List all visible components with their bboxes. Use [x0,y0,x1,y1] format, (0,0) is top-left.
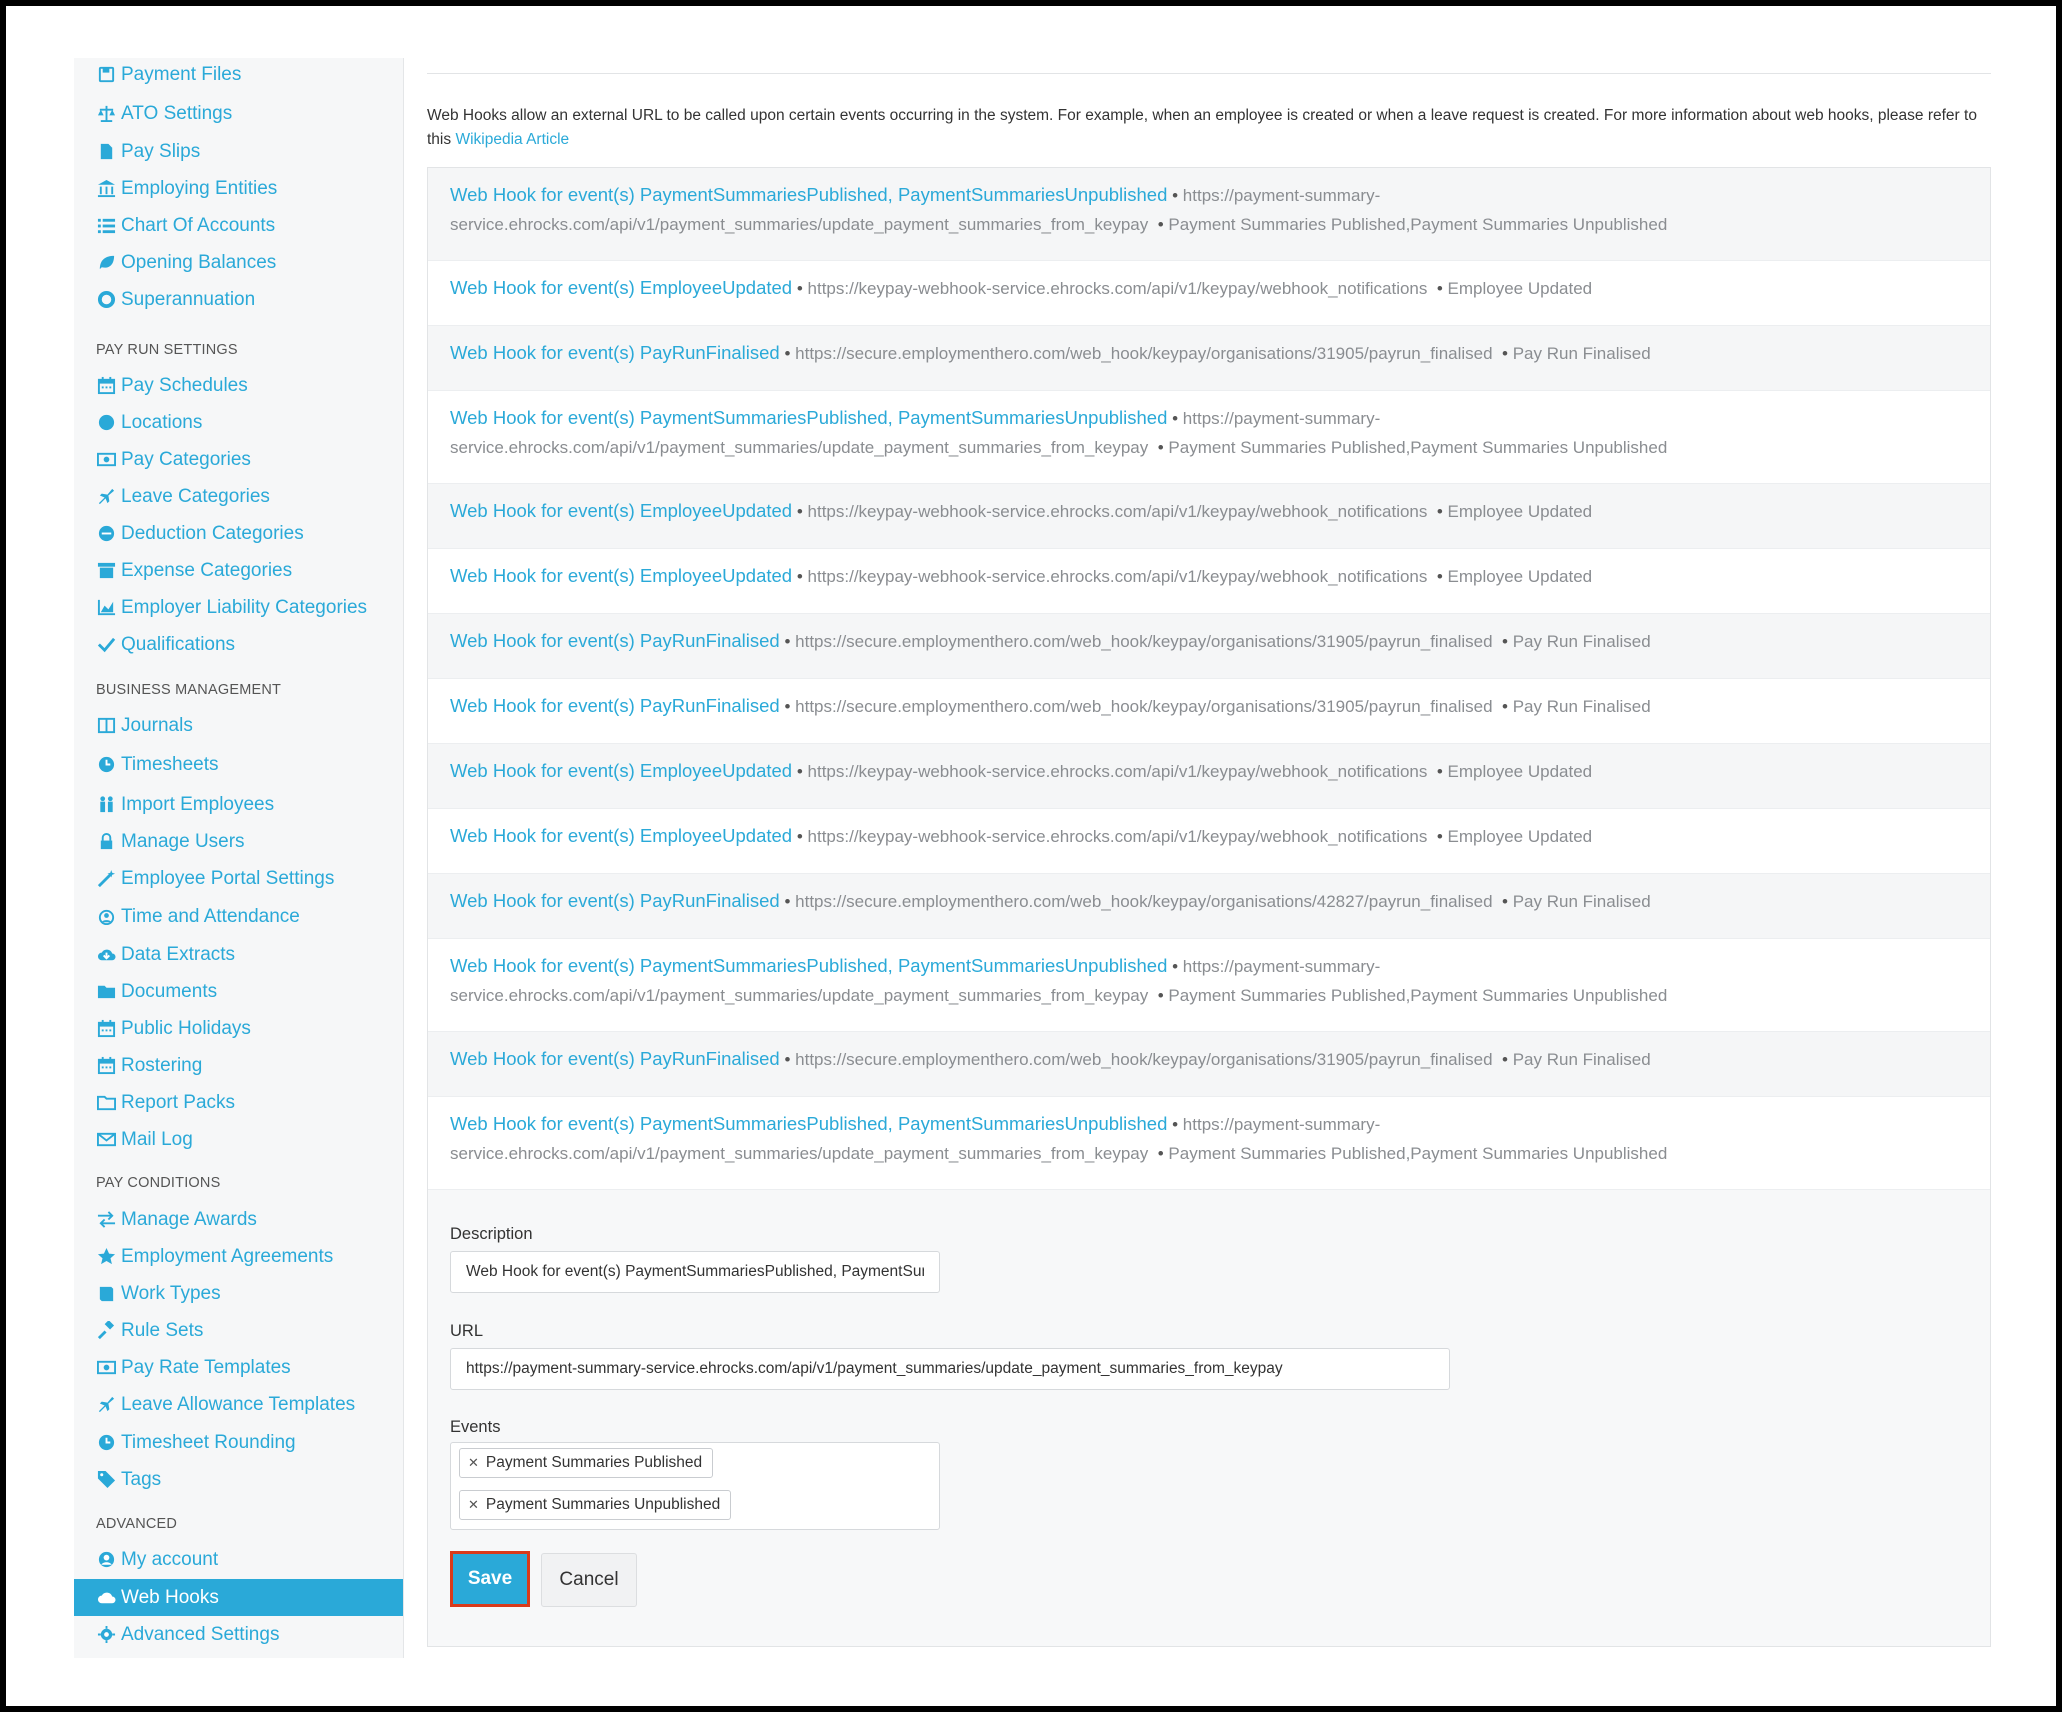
cloud-download-icon [96,945,116,965]
webhook-title-link[interactable]: Web Hook for event(s) EmployeeUpdated [450,760,793,781]
sidebar-item-manage-awards[interactable] [74,1201,404,1238]
sidebar-item-pay-categories[interactable] [74,441,404,478]
description-input[interactable] [450,1251,940,1293]
scales-icon [96,104,116,124]
webhook-title-link[interactable]: Web Hook for event(s) PayRunFinalised [450,342,780,363]
bullet-separator: • [1157,986,1164,1005]
event-tag [459,1448,713,1478]
event-tag-label: Payment Summaries Published [485,1454,703,1471]
webhook-url: https://payment-summary-service.ehrocks.com/api/v1/payment_summaries/update_payment_summaries_from_keypay [450,409,1381,457]
file-icon [96,142,116,162]
bullet-separator: • [1436,762,1443,781]
sidebar-item-label: Rostering [121,1054,203,1076]
webhook-events: Employee Updated [1447,762,1593,781]
bullet-separator: • [784,344,791,363]
lifebuoy-icon [96,290,116,310]
remove-tag-icon[interactable]: ✕ [468,1455,479,1470]
sidebar-item-label: Timesheet Rounding [121,1431,296,1453]
money-icon [96,450,116,470]
webhook-title-link[interactable]: Web Hook for event(s) PayRunFinalised [450,1048,780,1069]
sidebar-section-heading: PAY CONDITIONS [96,1175,221,1191]
sidebar-item-ato-settings[interactable] [74,95,404,132]
sidebar-item-label: Web Hooks [121,1586,219,1608]
sidebar-item-rule-sets[interactable] [74,1312,404,1349]
webhooks-panel [427,167,1991,1647]
sidebar-item-label: Manage Awards [121,1208,257,1230]
sidebar-item-employing-entities[interactable] [74,170,404,207]
webhook-title-link[interactable]: Web Hook for event(s) EmployeeUpdated [450,500,793,521]
sidebar-item-employee-portal-settings[interactable] [74,860,404,897]
sidebar-item-label: Data Extracts [121,943,236,965]
clock-icon [96,1433,116,1453]
bullet-separator: • [796,567,803,586]
sidebar-item-deduction-categories[interactable] [74,515,404,552]
sidebar-item-label: Public Holidays [121,1017,251,1039]
sidebar-item-label: Journals [121,714,193,736]
intro-text [427,104,1997,152]
cloud-icon [96,1588,116,1608]
sidebar-item-label: Qualifications [121,633,236,655]
sidebar-item-label: Time and Attendance [121,905,300,927]
sidebar-item-journals[interactable] [74,707,404,744]
sidebar-section-heading: BUSINESS MANAGEMENT [96,682,282,698]
bullet-separator: • [1502,892,1508,911]
list-icon [96,216,116,236]
tag-icon [96,1470,116,1490]
events-multiselect[interactable] [450,1442,940,1530]
bullet-separator: • [1502,697,1508,716]
event-tag [459,1490,731,1520]
webhook-row [428,484,1990,549]
sidebar-item-label: Superannuation [121,288,256,310]
calendar-icon [96,376,116,396]
sidebar-item-label: Expense Categories [121,559,293,581]
webhook-row [428,168,1990,261]
webhook-url: https://payment-summary-service.ehrocks.com/api/v1/payment_summaries/update_payment_summaries_from_keypay [450,957,1381,1005]
bullet-separator: • [784,697,791,716]
sidebar-item-label: Tags [121,1468,162,1490]
webhook-events: Pay Run Finalised [1512,344,1651,363]
sidebar-item-payment-files[interactable] [74,58,404,93]
bullet-separator: • [1172,957,1179,976]
money-icon [96,1358,116,1378]
webhook-events: Payment Summaries Published,Payment Summaries Unpublished [1168,438,1668,457]
webhook-events: Pay Run Finalised [1512,697,1651,716]
sidebar-item-time-and-attendance[interactable] [74,898,404,935]
envelope-icon [96,1130,116,1150]
webhook-url: https://keypay-webhook-service.ehrocks.com/api/v1/keypay/webhook_notifications [807,567,1428,586]
wikipedia-link[interactable]: Wikipedia Article [455,131,570,148]
sidebar-item-label: My account [121,1548,219,1570]
webhook-url: https://keypay-webhook-service.ehrocks.com/api/v1/keypay/webhook_notifications [807,762,1428,781]
sidebar-item-label: Employee Portal Settings [121,867,335,889]
webhook-url: https://keypay-webhook-service.ehrocks.com/api/v1/keypay/webhook_notifications [807,827,1428,846]
sidebar-item-timesheet-rounding[interactable] [74,1424,404,1461]
calendar-icon [96,1056,116,1076]
webhook-row [428,809,1990,874]
bank-icon [96,179,116,199]
sidebar-item-label: Opening Balances [121,251,277,273]
sidebar-item-timesheets[interactable] [74,746,404,783]
clock-icon [96,755,116,775]
webhook-row [428,744,1990,809]
webhook-row [428,1097,1990,1190]
plane-icon [96,1395,116,1415]
sidebar-item-tags[interactable] [74,1461,404,1498]
sidebar-item-label: Deduction Categories [121,522,304,544]
sidebar-item-report-packs[interactable] [74,1084,404,1121]
book-icon [96,1284,116,1304]
globe-icon [96,413,116,433]
area-chart-icon [96,598,116,618]
webhook-row [428,261,1990,326]
bullet-separator: • [1157,215,1164,234]
sidebar-item-label: Locations [121,411,203,433]
bullet-separator: • [796,502,803,521]
webhook-row [428,679,1990,744]
sidebar-item-label: Employing Entities [121,177,278,199]
webhook-row [428,614,1990,679]
sidebar-item-label: Report Packs [121,1091,236,1113]
sidebar-item-mail-log[interactable] [74,1121,404,1158]
webhook-events: Employee Updated [1447,567,1593,586]
event-tag-label: Payment Summaries Unpublished [485,1496,721,1513]
sidebar-item-pay-schedules[interactable] [74,367,404,404]
webhook-url: https://payment-summary-service.ehrocks.com/api/v1/payment_summaries/update_payment_summaries_from_keypay [450,1115,1381,1163]
bullet-separator: • [1436,279,1443,298]
user-clock-icon [96,907,116,927]
plane-icon [96,487,116,507]
sidebar-item-label: ATO Settings [121,102,233,124]
sidebar-item-documents[interactable] [74,973,404,1010]
bullet-separator: • [796,827,803,846]
sidebar-item-label: Rule Sets [121,1319,204,1341]
top-divider [427,73,1991,74]
webhook-title-link[interactable]: Web Hook for event(s) EmployeeUpdated [450,565,793,586]
star-icon [96,1247,116,1267]
webhook-events: Payment Summaries Published,Payment Summaries Unpublished [1168,986,1668,1005]
remove-tag-icon[interactable]: ✕ [468,1497,479,1512]
sidebar-item-label: Chart Of Accounts [121,214,276,236]
sidebar-item-data-extracts[interactable] [74,936,404,973]
gavel-icon [96,1321,116,1341]
sidebar-item-label: Documents [121,980,218,1002]
sidebar-item-label: Advanced Settings [121,1623,280,1645]
webhook-url: https://secure.employmenthero.com/web_hook/keypay/organisations/31905/payrun_finalised [795,1050,1493,1069]
sidebar-item-label: Leave Allowance Templates [121,1393,356,1415]
webhook-title-link[interactable]: Web Hook for event(s) PaymentSummariesPublished, PaymentSummariesUnpublished [450,184,1168,205]
lock-icon [96,832,116,852]
webhook-url: https://secure.employmenthero.com/web_hook/keypay/organisations/42827/payrun_finalised [795,892,1493,911]
sidebar-item-superannuation[interactable] [74,281,404,318]
sidebar-item-public-holidays[interactable] [74,1010,404,1047]
sidebar-item-rostering[interactable] [74,1047,404,1084]
bullet-separator: • [784,1050,791,1069]
bullet-separator: • [796,762,803,781]
bullet-separator: • [1502,632,1508,651]
webhook-events: Pay Run Finalised [1512,892,1651,911]
columns-icon [96,716,116,736]
bullet-separator: • [1157,438,1164,457]
webhook-events: Employee Updated [1447,827,1593,846]
webhook-title-link[interactable]: Web Hook for event(s) PaymentSummariesPublished, PaymentSummariesUnpublished [450,955,1168,976]
sidebar-item-chart-of-accounts[interactable] [74,207,404,244]
sidebar-item-label: Leave Categories [121,485,270,507]
webhook-row [428,1032,1990,1097]
webhook-row [428,874,1990,939]
sidebar-item-label: Employment Agreements [121,1245,334,1267]
events-label: Events [450,1418,501,1436]
sidebar-item-employment-agreements[interactable] [74,1238,404,1275]
sidebar-item-advanced-settings[interactable] [74,1616,404,1653]
sidebar-section-heading: ADVANCED [96,1516,178,1532]
sidebar-section-heading: PAY RUN SETTINGS [96,342,238,358]
bullet-separator: • [1172,1115,1179,1134]
exchange-icon [96,1210,116,1230]
sidebar-item-label: Mail Log [121,1128,193,1150]
description-label: Description [450,1225,533,1243]
user-circle-icon [96,1550,116,1570]
sidebar-item-label: Pay Rate Templates [121,1356,291,1378]
webhook-title-link[interactable]: Web Hook for event(s) PaymentSummariesPublished, PaymentSummariesUnpublished [450,407,1168,428]
bullet-separator: • [784,632,791,651]
sidebar-item-label: Pay Schedules [121,374,248,396]
webhook-url: https://secure.employmenthero.com/web_hook/keypay/organisations/31905/payrun_finalised [795,344,1493,363]
sidebar-item-pay-slips[interactable] [74,133,404,170]
sidebar-item-work-types[interactable] [74,1275,404,1312]
magic-wand-icon [96,869,116,889]
app-frame [6,6,2056,1706]
webhook-url: https://secure.employmenthero.com/web_hook/keypay/organisations/31905/payrun_finalised [795,632,1493,651]
save-button[interactable]: Save [450,1551,530,1607]
sidebar-item-label: Import Employees [121,793,275,815]
sidebar-item-leave-allowance-templates[interactable] [74,1386,404,1423]
sidebar-item-label: Pay Slips [121,140,201,162]
bullet-separator: • [1157,1144,1164,1163]
webhook-events: Pay Run Finalised [1512,632,1651,651]
webhook-events: Employee Updated [1447,502,1593,521]
gear-icon [96,1625,116,1645]
webhook-url: https://keypay-webhook-service.ehrocks.com/api/v1/keypay/webhook_notifications [807,279,1428,298]
cancel-button[interactable]: Cancel [541,1553,637,1607]
webhook-title-link[interactable]: Web Hook for event(s) PaymentSummariesPublished, PaymentSummariesUnpublished [450,1113,1168,1134]
sidebar-item-web-hooks[interactable] [74,1579,404,1616]
sidebar-item-label: Work Types [121,1282,221,1304]
bullet-separator: • [1172,186,1179,205]
webhook-row [428,549,1990,614]
webhook-events: Employee Updated [1447,279,1593,298]
webhook-url: https://payment-summary-service.ehrocks.com/api/v1/payment_summaries/update_payment_summaries_from_keypay [450,186,1381,234]
calendar-icon [96,1019,116,1039]
intro-body: Web Hooks allow an external URL to be called upon certain events occurring in the system. For example, when an employee is created or when a leave request is created. For more information about web hooks, please refer to this [427,107,1977,148]
sidebar-item-label: Payment Files [121,63,242,85]
sidebar-item-import-employees[interactable] [74,786,404,823]
settings-sidebar [74,58,404,1658]
webhook-url: https://keypay-webhook-service.ehrocks.com/api/v1/keypay/webhook_notifications [807,502,1428,521]
sidebar-item-label: Manage Users [121,830,245,852]
sidebar-item-label: Pay Categories [121,448,251,470]
webhook-events: Pay Run Finalised [1512,1050,1651,1069]
sidebar-item-my-account[interactable] [74,1541,404,1578]
check-icon [96,635,116,655]
sidebar-item-qualifications[interactable] [74,626,404,663]
minus-circle-icon [96,524,116,544]
bullet-separator: • [784,892,791,911]
url-label: URL [450,1322,484,1340]
webhook-row [428,939,1990,1032]
webhook-title-link[interactable]: Web Hook for event(s) EmployeeUpdated [450,277,793,298]
sidebar-item-opening-balances[interactable] [74,244,404,281]
sidebar-item-expense-categories[interactable] [74,552,404,589]
floppy-icon [96,65,116,85]
leaf-icon [96,253,116,273]
archive-icon [96,561,116,581]
sidebar-item-locations[interactable] [74,404,404,441]
webhook-row [428,391,1990,484]
bullet-separator: • [1436,567,1443,586]
sidebar-item-manage-users[interactable] [74,823,404,860]
sidebar-item-leave-categories[interactable] [74,478,404,515]
bullet-separator: • [1436,827,1443,846]
webhook-title-link[interactable]: Web Hook for event(s) PayRunFinalised [450,695,780,716]
folder-open-icon [96,1093,116,1113]
bullet-separator: • [796,279,803,298]
webhook-row [428,326,1990,391]
sidebar-item-label: Timesheets [121,753,219,775]
bullet-separator: • [1502,1050,1508,1069]
sidebar-item-pay-rate-templates[interactable] [74,1349,404,1386]
webhook-title-link[interactable]: Web Hook for event(s) PayRunFinalised [450,630,780,651]
people-icon [96,795,116,815]
bullet-separator: • [1436,502,1443,521]
webhook-url: https://secure.employmenthero.com/web_hook/keypay/organisations/31905/payrun_finalised [795,697,1493,716]
url-input[interactable] [450,1348,1450,1390]
bullet-separator: • [1502,344,1508,363]
webhook-events: Payment Summaries Published,Payment Summaries Unpublished [1168,215,1668,234]
folder-icon [96,982,116,1002]
sidebar-item-label: Employer Liability Categories [121,596,368,618]
bullet-separator: • [1172,409,1179,428]
webhook-events: Payment Summaries Published,Payment Summaries Unpublished [1168,1144,1668,1163]
webhook-title-link[interactable]: Web Hook for event(s) EmployeeUpdated [450,825,793,846]
sidebar-item-employer-liability-categories[interactable] [74,589,404,626]
webhook-title-link[interactable]: Web Hook for event(s) PayRunFinalised [450,890,780,911]
